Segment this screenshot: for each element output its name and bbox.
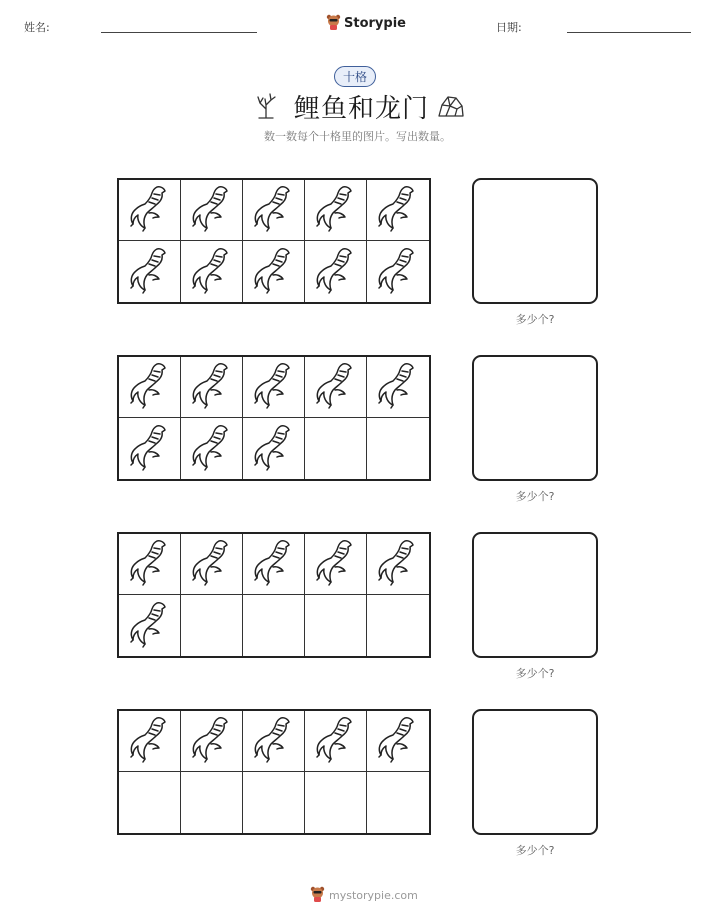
- rock-icon: [437, 94, 465, 122]
- footer-url: mystorypie.com: [329, 888, 418, 902]
- dragon-claw-icon: [377, 246, 419, 298]
- ten-frame: [117, 532, 431, 658]
- ten-frame-cell: [305, 357, 367, 418]
- ten-frame-cell: [181, 180, 243, 241]
- ten-frame-cell: [305, 241, 367, 302]
- dragon-claw-icon: [315, 538, 357, 590]
- dragon-claw-icon: [191, 715, 233, 767]
- ten-frame: [117, 178, 431, 304]
- ten-frame-cell: [243, 241, 305, 302]
- dragon-claw-icon: [129, 423, 171, 475]
- ten-frame-cell: [305, 595, 367, 656]
- answer-box[interactable]: [472, 355, 598, 481]
- dragon-claw-icon: [191, 184, 233, 236]
- ten-frame-cell: [367, 357, 429, 418]
- ten-frame-cell: [243, 595, 305, 656]
- dragon-claw-icon: [253, 538, 295, 590]
- ten-frame-cell: [119, 241, 181, 302]
- ten-frame: [117, 355, 431, 481]
- dragon-claw-icon: [191, 538, 233, 590]
- answer-box[interactable]: [472, 532, 598, 658]
- how-many-label: 多少个?: [515, 490, 555, 503]
- dragon-claw-icon: [129, 600, 171, 652]
- ten-frame-cell: [367, 534, 429, 595]
- dragon-claw-icon: [129, 246, 171, 298]
- ten-frame-cell: [119, 534, 181, 595]
- dragon-claw-icon: [191, 423, 233, 475]
- ten-frame-cell: [243, 772, 305, 833]
- ten-frame-cell: [243, 180, 305, 241]
- dragon-claw-icon: [191, 246, 233, 298]
- name-line: [101, 32, 257, 33]
- ten-frame-cell: [305, 711, 367, 772]
- ten-frame-cell: [181, 418, 243, 479]
- footer: [310, 885, 418, 905]
- brand-logo: [326, 13, 406, 34]
- how-many-label: 多少个?: [515, 667, 555, 680]
- dragon-claw-icon: [315, 184, 357, 236]
- date-line: [567, 32, 691, 33]
- worksheet-title: 鲤鱼和龙门: [294, 94, 430, 124]
- storypie-mascot-icon: [310, 885, 325, 905]
- how-many-label: 多少个?: [515, 844, 555, 857]
- ten-frame-cell: [181, 357, 243, 418]
- ten-frame-cell: [243, 534, 305, 595]
- ten-frame-cell: [119, 418, 181, 479]
- dragon-claw-icon: [129, 184, 171, 236]
- dragon-claw-icon: [377, 538, 419, 590]
- ten-frame-cell: [305, 180, 367, 241]
- ten-frame-cell: [243, 418, 305, 479]
- ten-frame: [117, 709, 431, 835]
- ten-frame-cell: [119, 357, 181, 418]
- ten-frame-cell: [181, 711, 243, 772]
- dragon-claw-icon: [129, 538, 171, 590]
- ten-frame-cell: [243, 711, 305, 772]
- ten-frame-cell: [181, 241, 243, 302]
- dragon-claw-icon: [253, 361, 295, 413]
- brand-name: Storypie: [344, 16, 406, 31]
- ten-frame-cell: [367, 772, 429, 833]
- ten-frame-cell: [305, 772, 367, 833]
- answer-box[interactable]: [472, 178, 598, 304]
- dragon-claw-icon: [129, 361, 171, 413]
- ten-frame-cell: [119, 595, 181, 656]
- dragon-claw-icon: [315, 715, 357, 767]
- ten-frame-cell: [367, 241, 429, 302]
- dragon-claw-icon: [129, 715, 171, 767]
- dragon-claw-icon: [377, 361, 419, 413]
- dragon-claw-icon: [315, 361, 357, 413]
- ten-frame-cell: [181, 595, 243, 656]
- ten-frame-cell: [367, 180, 429, 241]
- ten-frame-cell: [243, 357, 305, 418]
- dragon-claw-icon: [253, 423, 295, 475]
- ten-frame-cell: [367, 418, 429, 479]
- ten-frame-cell: [181, 772, 243, 833]
- answer-box[interactable]: [472, 709, 598, 835]
- ten-frame-cell: [119, 711, 181, 772]
- instructions: 数一数每个十格里的图片。写出数量。: [264, 130, 451, 143]
- dragon-claw-icon: [253, 715, 295, 767]
- name-label: 姓名:: [24, 21, 50, 34]
- ten-frame-cell: [181, 534, 243, 595]
- ten-frame-cell: [119, 772, 181, 833]
- dragon-claw-icon: [377, 184, 419, 236]
- ten-frame-cell: [119, 180, 181, 241]
- storypie-mascot-icon: [326, 13, 341, 34]
- ten-frame-cell: [367, 711, 429, 772]
- worksheet-type-tag: 十格: [334, 66, 376, 87]
- dragon-claw-icon: [253, 246, 295, 298]
- ten-frame-cell: [305, 418, 367, 479]
- ten-frame-cell: [305, 534, 367, 595]
- ten-frame-cell: [367, 595, 429, 656]
- dragon-claw-icon: [191, 361, 233, 413]
- how-many-label: 多少个?: [515, 313, 555, 326]
- dragon-claw-icon: [315, 246, 357, 298]
- dragon-claw-icon: [253, 184, 295, 236]
- date-label: 日期:: [496, 21, 522, 34]
- dragon-claw-icon: [377, 715, 419, 767]
- coral-icon: [255, 91, 277, 123]
